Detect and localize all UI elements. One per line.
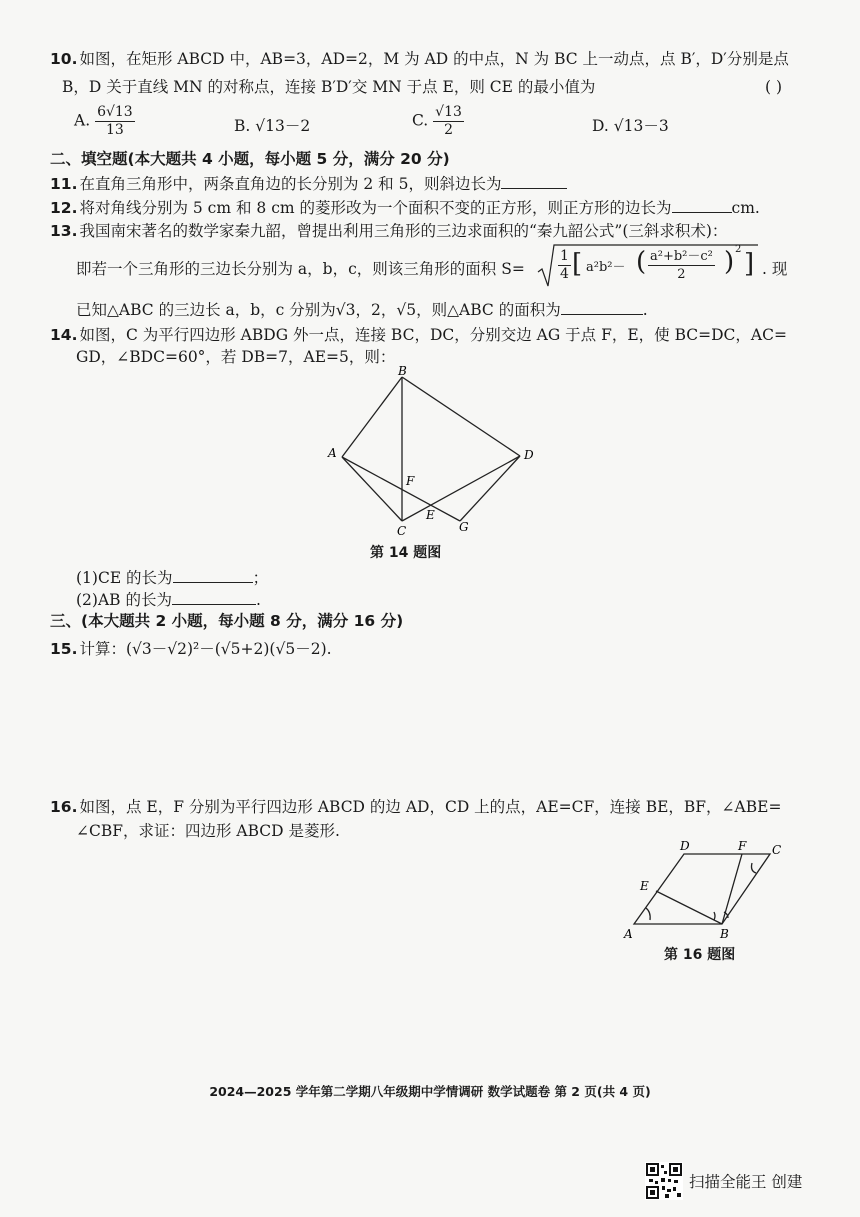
q14-number: 14.: [50, 326, 78, 344]
q10-option-b: B. √13－2: [234, 117, 311, 135]
q16-number: 16.: [50, 798, 78, 816]
q13-text-3-end: .: [642, 301, 648, 319]
q13-formula: [536, 242, 762, 290]
q14-figure: [320, 365, 550, 545]
q13-line2: [76, 258, 525, 280]
label-E: E: [426, 508, 435, 522]
segment-DC: [402, 456, 520, 521]
q10-option-a-denominator: 13: [105, 122, 124, 138]
q16-figure: [620, 838, 790, 942]
q12-unit: cm.: [731, 199, 760, 217]
q15-text: 计算：(√3－√2)²－(√5+2)(√5－2).: [79, 640, 332, 658]
label-B: B: [720, 927, 729, 941]
q12-answer-blank[interactable]: [672, 196, 732, 213]
left-bracket: [: [572, 249, 583, 279]
q13-inner-den: 2: [677, 267, 686, 282]
q13-quarter: [558, 248, 571, 283]
scanner-watermark-text: 扫描全能王 创建: [689, 1173, 803, 1191]
q14-line2: GD，∠BDC=60°，若 DB=7，AE=5，则：: [76, 348, 396, 366]
right-bracket: ]: [744, 249, 755, 279]
section-2-title: 二、填空题(本大题共 4 小题，每小题 5 分，满分 20 分): [50, 150, 450, 168]
segment-BD: [402, 377, 520, 456]
q14-sub2: [76, 588, 261, 611]
label-F: F: [406, 474, 415, 488]
section-3-title: 三、(本大题共 2 小题，每小题 8 分，满分 16 分): [50, 612, 404, 630]
q13-text-1: 我国南宋著名的数学家秦九韶，曾提出利用三角形的三边求面积的“秦九韶公式”(三斜求积术)：: [79, 222, 728, 240]
angle-mark-C: [752, 863, 757, 873]
q14-sub2-blank[interactable]: [172, 588, 256, 605]
q14-sub2-text: (2)AB 的长为: [76, 591, 172, 609]
q12-text: 将对角线分别为 5 cm 和 8 cm 的菱形改为一个面积不变的正方形，则正方形的边长为: [79, 199, 672, 217]
q16-line2: ∠CBF，求证：四边形 ABCD 是菱形.: [76, 822, 340, 840]
q11-number: 11.: [50, 175, 78, 193]
label-E: E: [640, 879, 649, 893]
segment-BE: [656, 891, 722, 924]
segment-DG: [460, 456, 520, 521]
label-D: D: [524, 448, 534, 462]
q14-sub1-end: ；: [252, 569, 269, 587]
q10-option-a-label: A.: [74, 111, 91, 130]
label-A: A: [624, 927, 633, 941]
label-C: C: [772, 843, 782, 857]
q10-option-d: D. √13－3: [592, 117, 669, 135]
q13-inner-fraction: [648, 248, 715, 283]
q14-figure-caption: 第 14 题图: [370, 545, 442, 561]
segment-BF: [722, 854, 742, 924]
q10-text-2: B，D 关于直线 MN 的对称点，连接 B′D′交 MN 于点 E，则 CE 的最小值为: [62, 78, 596, 96]
label-G: G: [459, 520, 469, 534]
q12: [50, 196, 760, 219]
q13-quarter-den: 4: [560, 266, 569, 282]
label-B: B: [398, 365, 407, 378]
q10-option-c-fraction: [433, 104, 464, 139]
segment-AG: [342, 457, 460, 521]
q13-answer-blank[interactable]: [561, 298, 643, 315]
q12-number: 12.: [50, 199, 78, 217]
q14-sub1-text: (1)CE 的长为: [76, 569, 173, 587]
q10-option-c-numerator: √13: [435, 104, 462, 120]
q10-line2: [62, 76, 782, 98]
q16-text-1: 如图，点 E，F 分别为平行四边形 ABCD 的边 AD，CD 上的点，AE=CF，连接 BE，BF，∠ABE=: [79, 798, 782, 816]
q10-option-a-fraction: [95, 104, 135, 139]
q10-option-c-label: C.: [412, 111, 429, 130]
q10-option-c-denominator: 2: [444, 122, 453, 138]
q13-line3: [76, 298, 648, 321]
q14-sub1: [76, 566, 268, 589]
q15: [50, 638, 332, 660]
q14-sub1-blank[interactable]: [173, 566, 253, 583]
q16-figure-caption: 第 16 题图: [664, 947, 736, 963]
qr-code-icon: [645, 1162, 683, 1200]
left-paren: (: [636, 247, 647, 277]
q13-inner-num: a²+b²－c²: [650, 249, 713, 264]
right-paren: ): [724, 247, 735, 277]
q10-text-1: 如图，在矩形 ABCD 中，AB=3，AD=2，M 为 AD 的中点，N 为 BC 上一动点，点 B′，D′分别是点: [79, 50, 789, 68]
label-A: A: [328, 446, 337, 460]
q13-line1: [50, 220, 727, 242]
q13-text-2: 即若一个三角形的三边长分别为 a，b，c，则该三角形的面积 S=: [76, 260, 525, 278]
q13-text-3: 已知△ABC 的三边长 a，b，c 分别为√3，2，√5，则△ABC 的面积为: [76, 301, 561, 319]
q10-line1: [50, 48, 789, 70]
q14-text-1: 如图，C 为平行四边形 ABDG 外一点，连接 BC，DC，分别交边 AG 于点 F，E，使 BC=DC，AC=: [79, 326, 787, 344]
segment-AC: [342, 457, 402, 521]
angle-mark-B1: [714, 912, 715, 920]
q13-inner-term: a²b²－: [586, 260, 626, 275]
q13-quarter-num: 1: [560, 248, 569, 264]
q10-option-c: [412, 104, 464, 139]
q13-number: 13.: [50, 222, 78, 240]
q10-answer-bracket: ( ): [764, 78, 782, 96]
page-footer: 2024—2025 学年第二学期八年级期中学情调研 数学试题卷 第 2 页(共 4 页): [209, 1084, 651, 1099]
label-C: C: [397, 524, 407, 538]
q10-option-a: [74, 104, 135, 139]
q11-answer-blank[interactable]: [501, 172, 567, 189]
angle-mark-A: [646, 908, 650, 920]
q10-number: 10.: [50, 50, 78, 68]
q14-sub2-end: .: [255, 591, 261, 609]
q16-line1: [50, 796, 781, 818]
q15-number: 15.: [50, 640, 78, 658]
q13-line2-end: . 现: [762, 260, 788, 278]
q10-option-a-numerator: 6√13: [97, 104, 133, 120]
segment-BA: [342, 377, 402, 457]
q11-text: 在直角三角形中，两条直角边的长分别为 2 和 5，则斜边长为: [79, 175, 502, 193]
label-D: D: [680, 839, 690, 853]
label-F: F: [738, 839, 747, 853]
q11: [50, 172, 567, 195]
scanner-watermark: [645, 1162, 802, 1200]
q14-line1: [50, 324, 787, 346]
square-exponent: 2: [735, 244, 742, 255]
